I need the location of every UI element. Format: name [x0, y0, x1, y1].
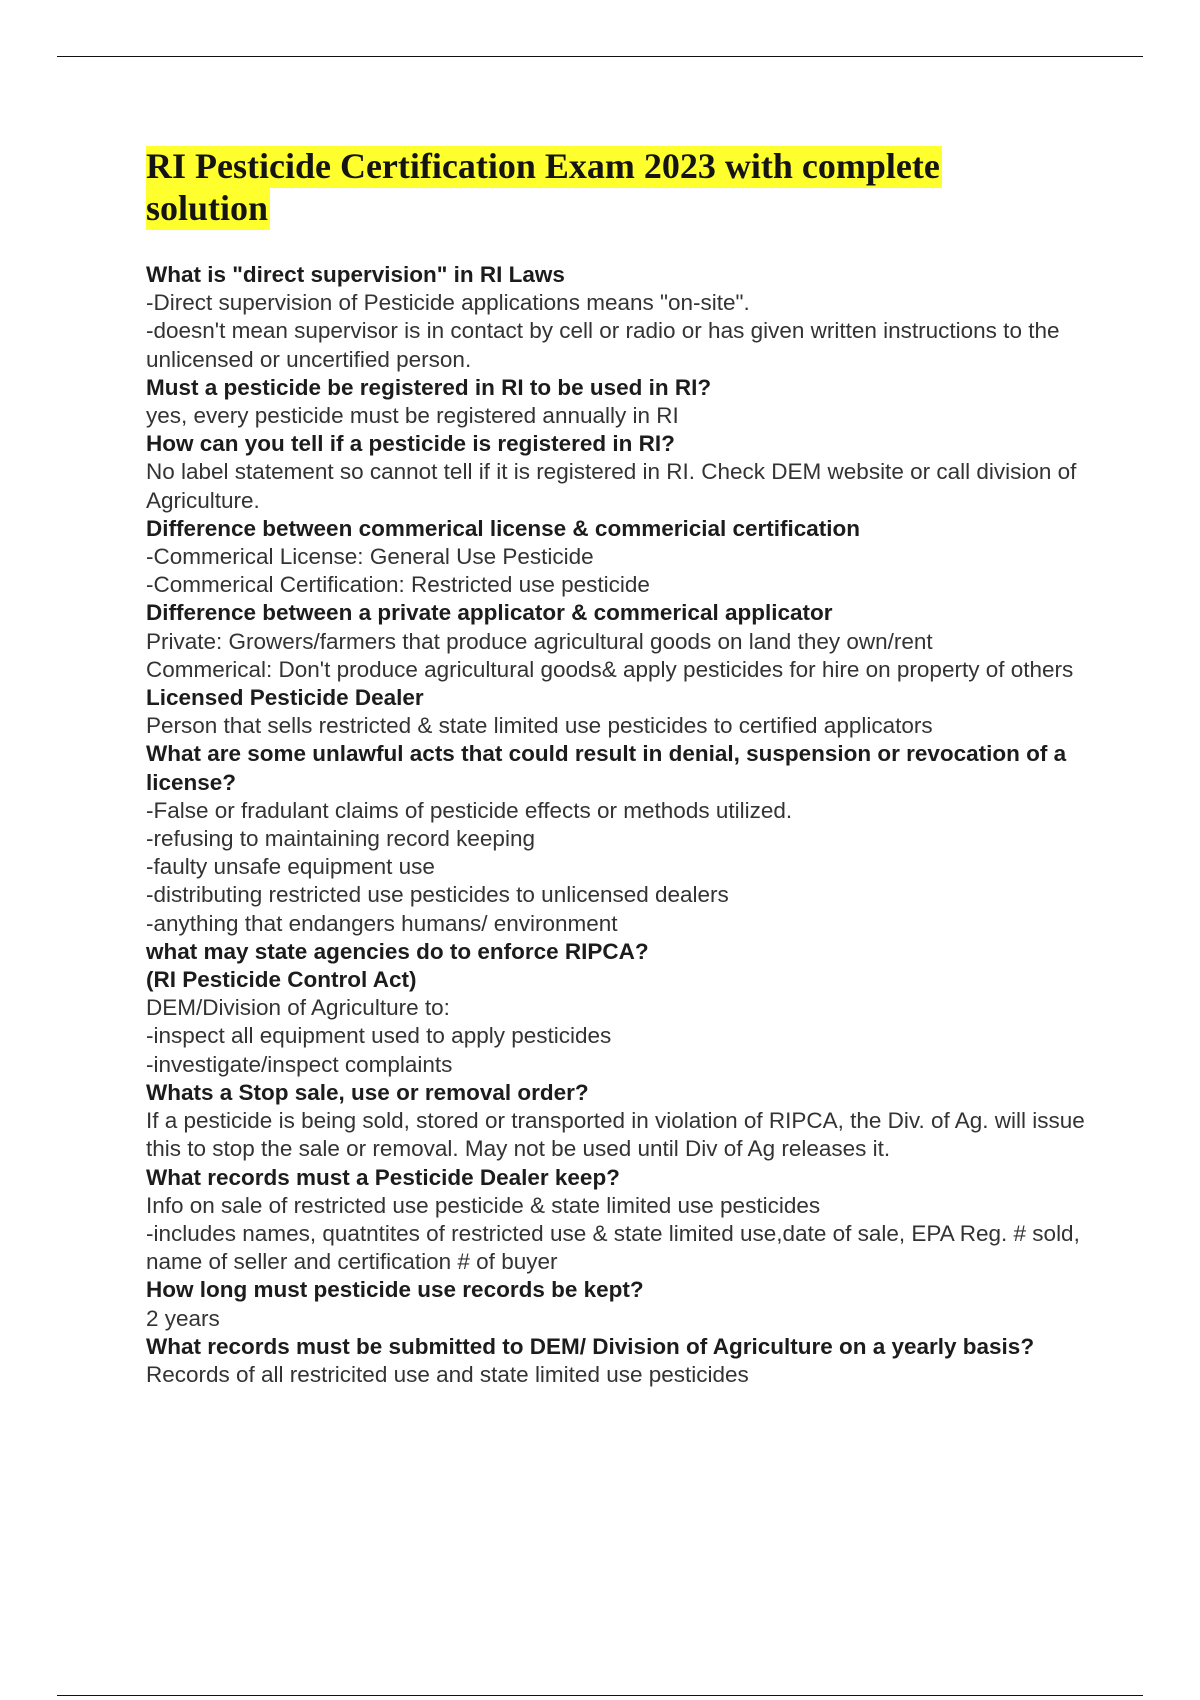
answer-line: -Direct supervision of Pesticide applications means "on-site".	[146, 290, 750, 316]
question: what may state agencies do to enforce RIPCA?	[146, 938, 649, 964]
qa-item	[146, 1079, 1106, 1164]
question: Difference between a private applicator & commerical applicator	[146, 600, 833, 626]
answer-line: Records of all restricited use and state limited use pesticides	[146, 1361, 749, 1387]
answer-line: -refusing to maintaining record keeping	[146, 826, 535, 852]
qa-item	[146, 374, 1106, 430]
top-rule	[57, 56, 1143, 57]
question: What records must be submitted to DEM/ Division of Agriculture on a yearly basis?	[146, 1333, 1035, 1359]
answer-line: -Commerical Certification: Restricted use pesticide	[146, 572, 650, 598]
answer-line: Info on sale of restricted use pesticide & state limited use pesticides	[146, 1192, 821, 1218]
qa-item	[146, 684, 1106, 740]
bottom-rule	[57, 1695, 1143, 1696]
question: How can you tell if a pesticide is registered in RI?	[146, 431, 675, 457]
question: Must a pesticide be registered in RI to be used in RI?	[146, 374, 712, 400]
answer-line: -Commerical License: General Use Pesticide	[146, 544, 594, 570]
answer-line: Private: Growers/farmers that produce agricultural goods on land they own/rent	[146, 628, 933, 654]
answer-line: DEM/Division of Agriculture to:	[146, 995, 450, 1021]
question: Difference between commerical license & commericial certification	[146, 515, 861, 541]
qa-list	[146, 261, 1106, 1389]
qa-item	[146, 1164, 1106, 1277]
qa-item	[146, 515, 1106, 600]
answer-line: -doesn't mean supervisor is in contact by cell or radio or has given written instructions to the unlicensed or uncertified person.	[146, 318, 1060, 372]
answer-line: yes, every pesticide must be registered annually in RI	[146, 403, 679, 429]
answer-line: -anything that endangers humans/ environment	[146, 910, 618, 936]
answer-line: Commerical: Don't produce agricultural goods& apply pesticides for hire on property of others	[146, 656, 1074, 682]
answer-line: No label statement so cannot tell if it is registered in RI. Check DEM website or call division of Agriculture.	[146, 459, 1077, 513]
answer-line: If a pesticide is being sold, stored or transported in violation of RIPCA, the Div. of Ag. will issue this to stop the sale or removal. May not be used until Div of Ag releases it.	[146, 1108, 1085, 1162]
question: What is "direct supervision" in RI Laws	[146, 262, 565, 287]
qa-item	[146, 1333, 1106, 1389]
answer-line: -inspect all equipment used to apply pesticides	[146, 1023, 612, 1049]
answer-line: -faulty unsafe equipment use	[146, 854, 435, 880]
answer-line: 2 years	[146, 1305, 220, 1331]
qa-item	[146, 1276, 1106, 1332]
question: What records must a Pesticide Dealer keep?	[146, 1164, 620, 1190]
answer-line: -includes names, quatntites of restricted use & state limited use,date of sale, EPA Reg. # sold, name of seller and certification # of buyer	[146, 1220, 1080, 1275]
question: How long must pesticide use records be kept?	[146, 1277, 644, 1303]
qa-item	[146, 938, 1106, 1079]
document-title	[146, 145, 966, 229]
qa-item	[146, 599, 1106, 684]
answer-line: -False or fradulant claims of pesticide effects or methods utilized.	[146, 797, 793, 823]
question: (RI Pesticide Control Act)	[146, 967, 417, 993]
qa-item	[146, 261, 1106, 374]
qa-item	[146, 430, 1106, 515]
qa-item	[146, 740, 1106, 937]
question: Licensed Pesticide Dealer	[146, 685, 424, 711]
document-body	[146, 145, 1106, 1389]
answer-line: Person that sells restricted & state limited use pesticides to certified applicators	[146, 713, 933, 739]
question: What are some unlawful acts that could result in denial, suspension or revocation of a license?	[146, 741, 1067, 795]
question: Whats a Stop sale, use or removal order?	[146, 1079, 589, 1105]
answer-line: -distributing restricted use pesticides to unlicensed dealers	[146, 882, 729, 908]
answer-line: -investigate/inspect complaints	[146, 1051, 453, 1077]
title-highlight: RI Pesticide Certification Exam 2023 with complete solution	[146, 146, 940, 228]
